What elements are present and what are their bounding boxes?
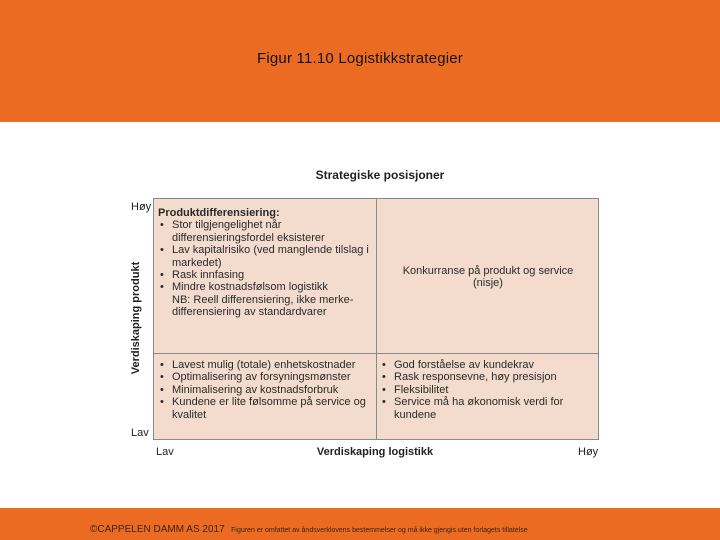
list-item: • Rask innfasing [158,269,373,281]
list-item: • Stor tilgjengelighet når differensieringsfordel eksisterer [158,219,373,244]
list-item: • God forståelse av kundekrav [380,359,596,371]
strategy-matrix [153,198,599,440]
y-axis-low-label: Lav [131,427,149,439]
y-axis-high-label: Høy [131,201,152,213]
quadrant-note: NB: Reell differensiering, ikke merke-differensiering av standardvarer [172,293,354,319]
footer-copyright: ©CAPPELEN DAMM AS 2017 [90,524,225,535]
list-item: • Mindre kostnadsfølsom logistikk [158,281,373,293]
list-item: • Lav kapitalrisiko (ved manglende tilslag i markedet) [158,244,373,269]
list-item: • Fleksibilitet [380,384,596,396]
quadrant-bottom-left [158,359,373,421]
diagram-title: Strategiske posisjoner [315,168,445,182]
footer-note: Figuren er omfattet av åndsverklovens bestemmelser og må ikke gjengis uten forlagets tillatelse [231,527,528,534]
x-axis-low-label: Lav [156,446,174,458]
slide-title: Figur 11.10 Logistikkstrategier [256,50,464,67]
horizontal-divider [154,353,598,354]
vertical-divider [376,199,377,439]
x-axis-high-label: Høy [578,446,599,458]
quadrant-heading: Produktdifferensiering: [158,207,280,219]
quadrant-sublabel: (nisje) [473,277,503,290]
list-item: • Minimalisering av kostnadsforbruk [158,384,373,396]
list-item: • Service må ha økonomisk verdi for kundene [380,396,596,421]
footer [90,519,528,537]
list-item: • Lavest mulig (totale) enhetskostnader [158,359,373,371]
y-axis-label: Verdiskaping produkt [130,261,142,375]
quadrant-bottom-right [380,359,596,421]
quadrant-label: Konkurranse på produkt og service [402,265,574,277]
list-item: • Kundene er lite følsomme på service og kvalitet [158,396,373,421]
list-item: • Rask responsevne, høy presisjon [380,371,596,383]
quadrant-top-left [158,207,373,319]
quadrant-top-right [380,265,596,290]
x-axis-label: Verdiskaping logistikk [316,446,434,458]
list-item: • Optimalisering av forsyningsmønster [158,371,373,383]
